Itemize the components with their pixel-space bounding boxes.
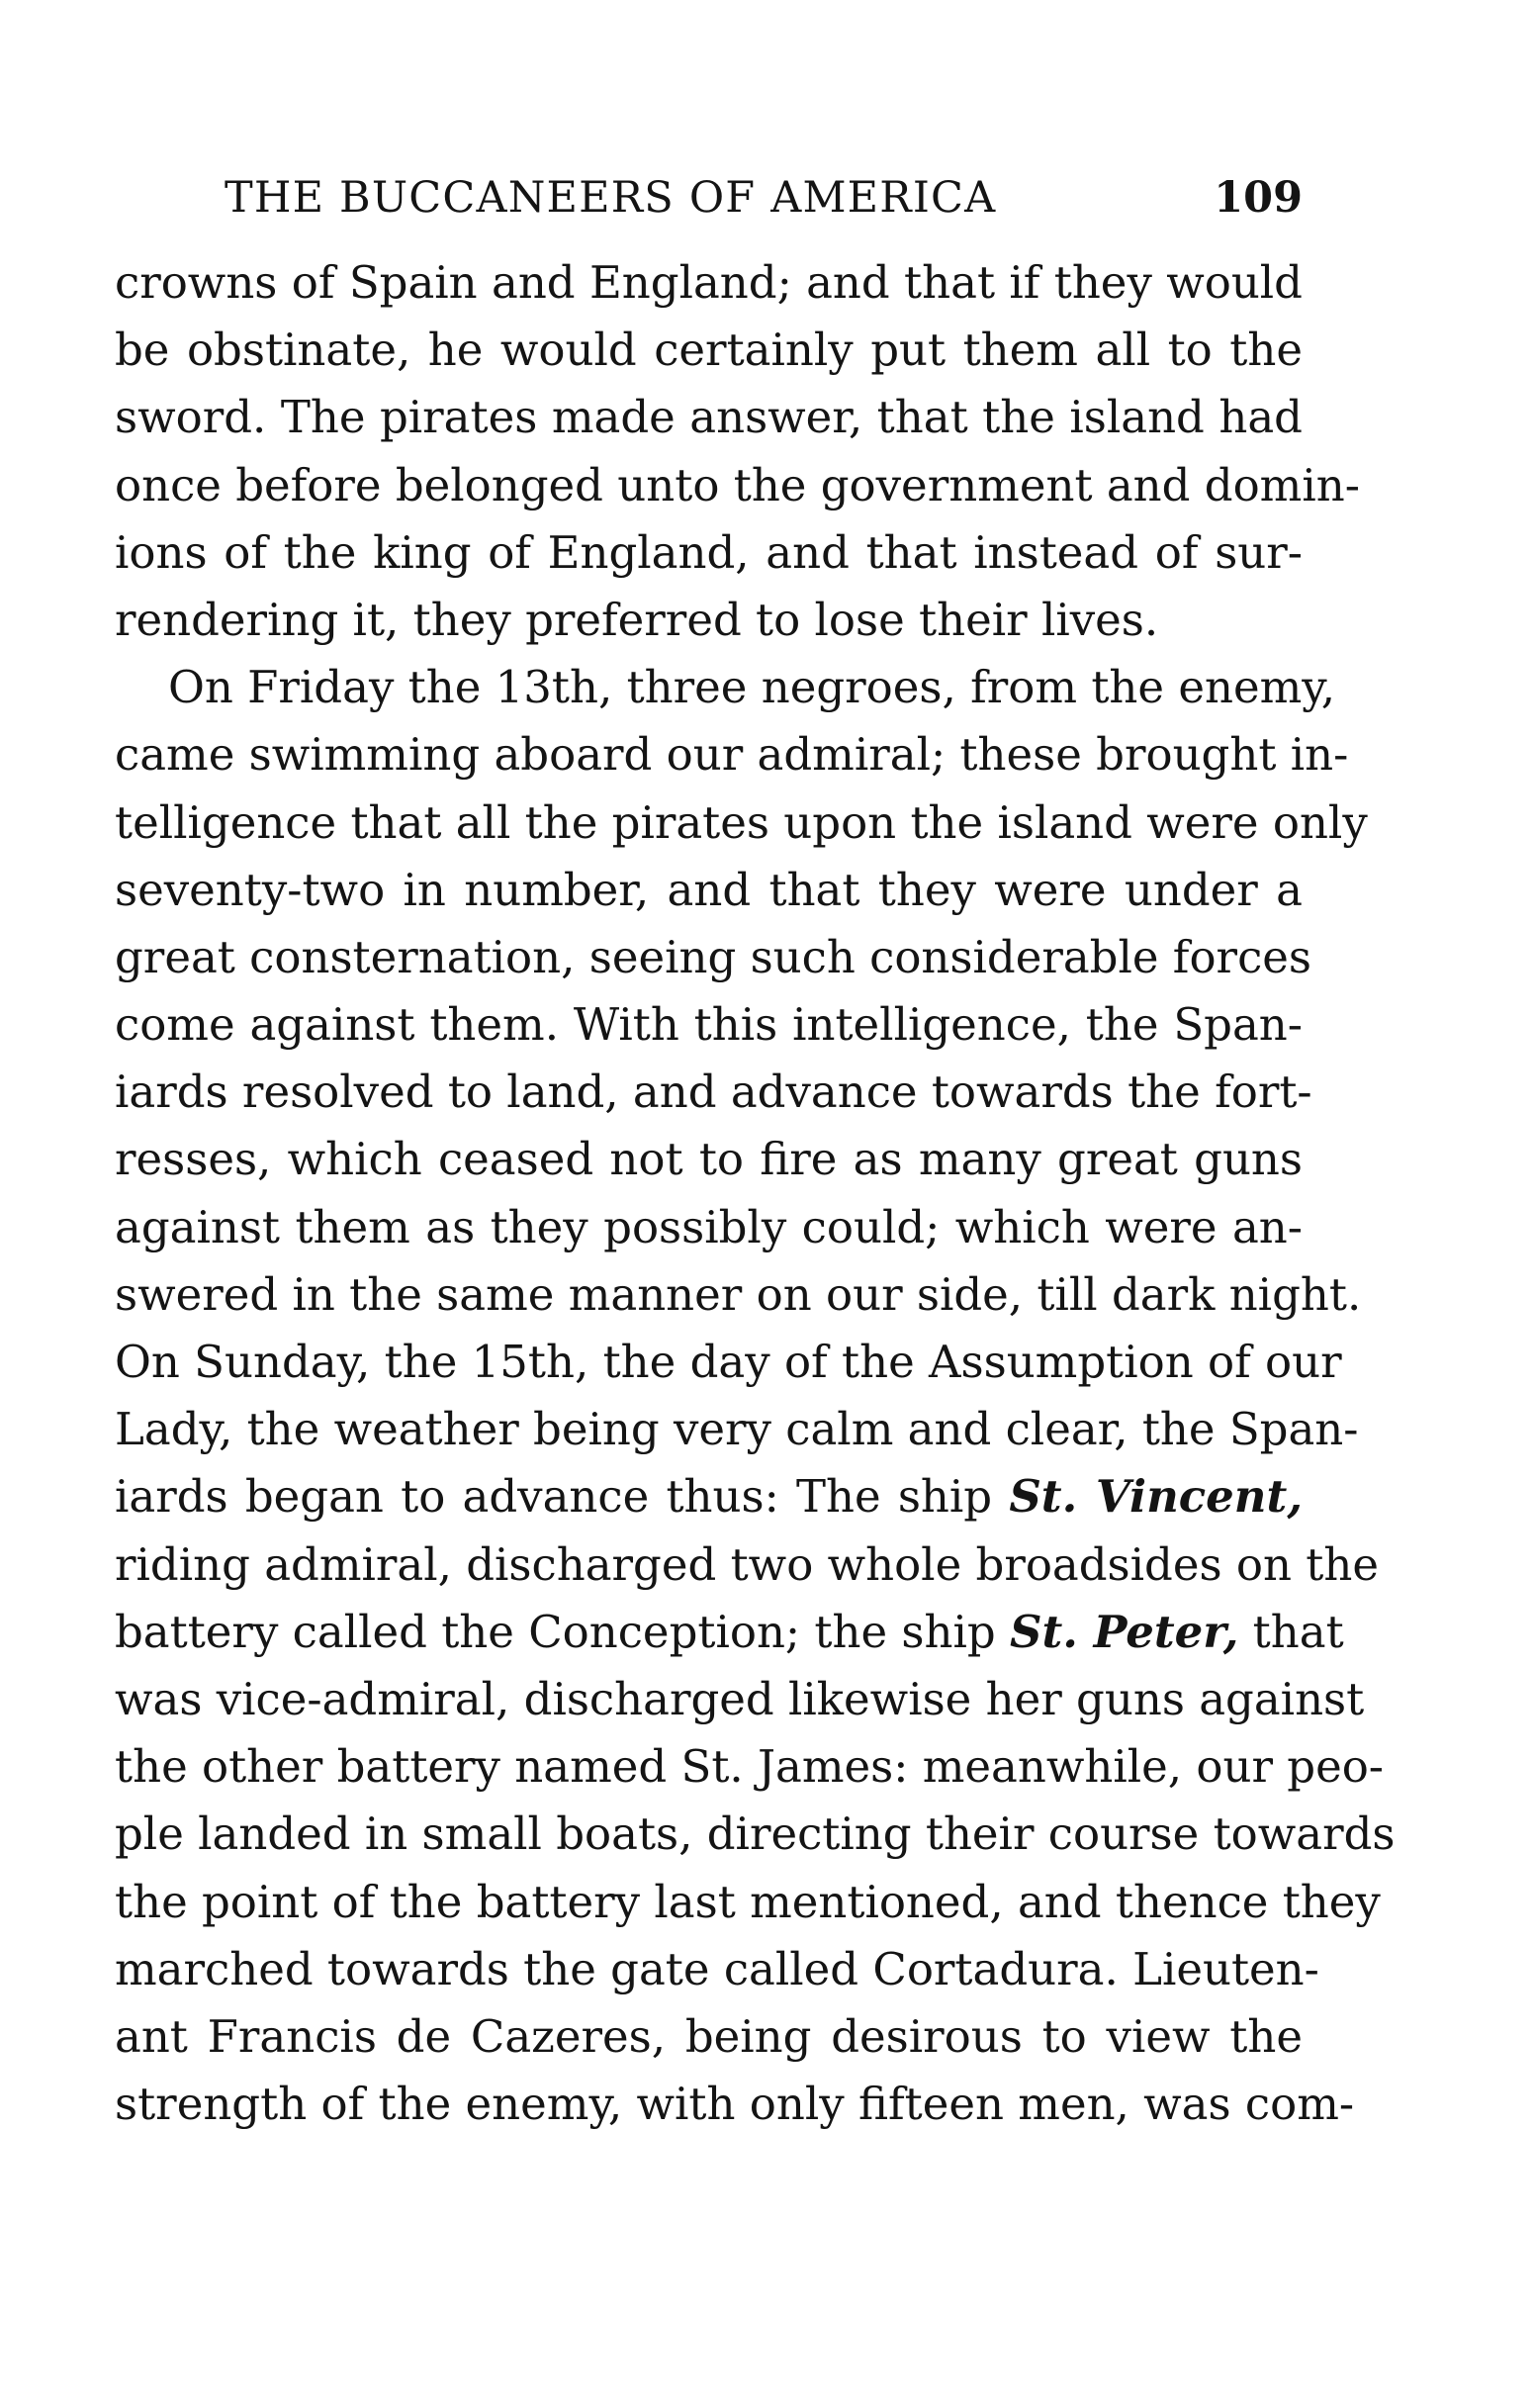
text-line	[115, 1599, 1344, 1666]
text-line: come against them. With this intelligence, the Span-	[115, 998, 1303, 1052]
ship-name-st-vincent: St. Vincent,	[1009, 1470, 1303, 1524]
paragraph-start-line: On Friday the 13th, three negroes, from the enemy,	[168, 661, 1335, 714]
text-line: ple landed in small boats, directing their course towards	[115, 1807, 1396, 1861]
text-line: against them as they possibly could; which were an-	[115, 1200, 1303, 1253]
text-segment: battery called the Conception; the ship	[115, 1605, 1010, 1658]
text-line: On Sunday, the 15th, the day of the Assumption of our	[115, 1336, 1342, 1388]
running-header	[225, 158, 1303, 237]
text-line: marched towards the gate called Cortadura. Lieuten-	[115, 1942, 1319, 1995]
text-line: strength of the enemy, with only fifteen men, was com-	[115, 2078, 1355, 2131]
text-line: sword. The pirates made answer, that the island had	[115, 391, 1303, 444]
text-line	[115, 1463, 1303, 1530]
text-line: iards resolved to land, and advance towards the fort-	[115, 1065, 1312, 1119]
text-line: resses, which ceased not to fire as many great guns	[115, 1133, 1303, 1186]
text-line: ant Francis de Cazeres, being desirous to view the	[115, 2009, 1303, 2063]
running-title: THE BUCCANEERS OF AMERICA	[225, 173, 997, 223]
text-line: Lady, the weather being very calm and clear, the Span-	[115, 1403, 1359, 1456]
text-line: telligence that all the pirates upon the island were only	[115, 795, 1368, 849]
text-line: riding admiral, discharged two whole broadsides on the	[115, 1537, 1379, 1591]
text-line: crowns of Spain and England; and that if they would	[115, 256, 1303, 309]
text-line: great consternation, seeing such considerable forces	[115, 930, 1311, 983]
text-line: the other battery named St. James: meanwhile, our peo-	[115, 1740, 1385, 1794]
paragraph-end-line: rendering it, they preferred to lose their lives.	[115, 593, 1159, 646]
body-text	[115, 249, 1396, 2138]
ship-name-st-peter: St. Peter,	[1009, 1605, 1239, 1658]
text-line: seventy-two in number, and that they were under a	[115, 863, 1303, 916]
text-line: ions of the king of England, and that instead of sur-	[115, 525, 1303, 579]
text-segment: iards began to advance thus: The ship	[115, 1470, 1010, 1524]
text-line: the point of the battery last mentioned, and thence they	[115, 1875, 1381, 1928]
page-number: 109	[1214, 173, 1303, 223]
text-segment: that	[1238, 1605, 1344, 1658]
text-line: was vice-admiral, discharged likewise her guns against	[115, 1672, 1365, 1725]
text-line: be obstinate, he would certainly put them all to the	[115, 324, 1303, 377]
text-line: came swimming aboard our admiral; these brought in-	[115, 728, 1349, 782]
text-line: once before belonged unto the government and domin-	[115, 458, 1360, 511]
text-line: swered in the same manner on our side, till dark night.	[115, 1267, 1362, 1321]
